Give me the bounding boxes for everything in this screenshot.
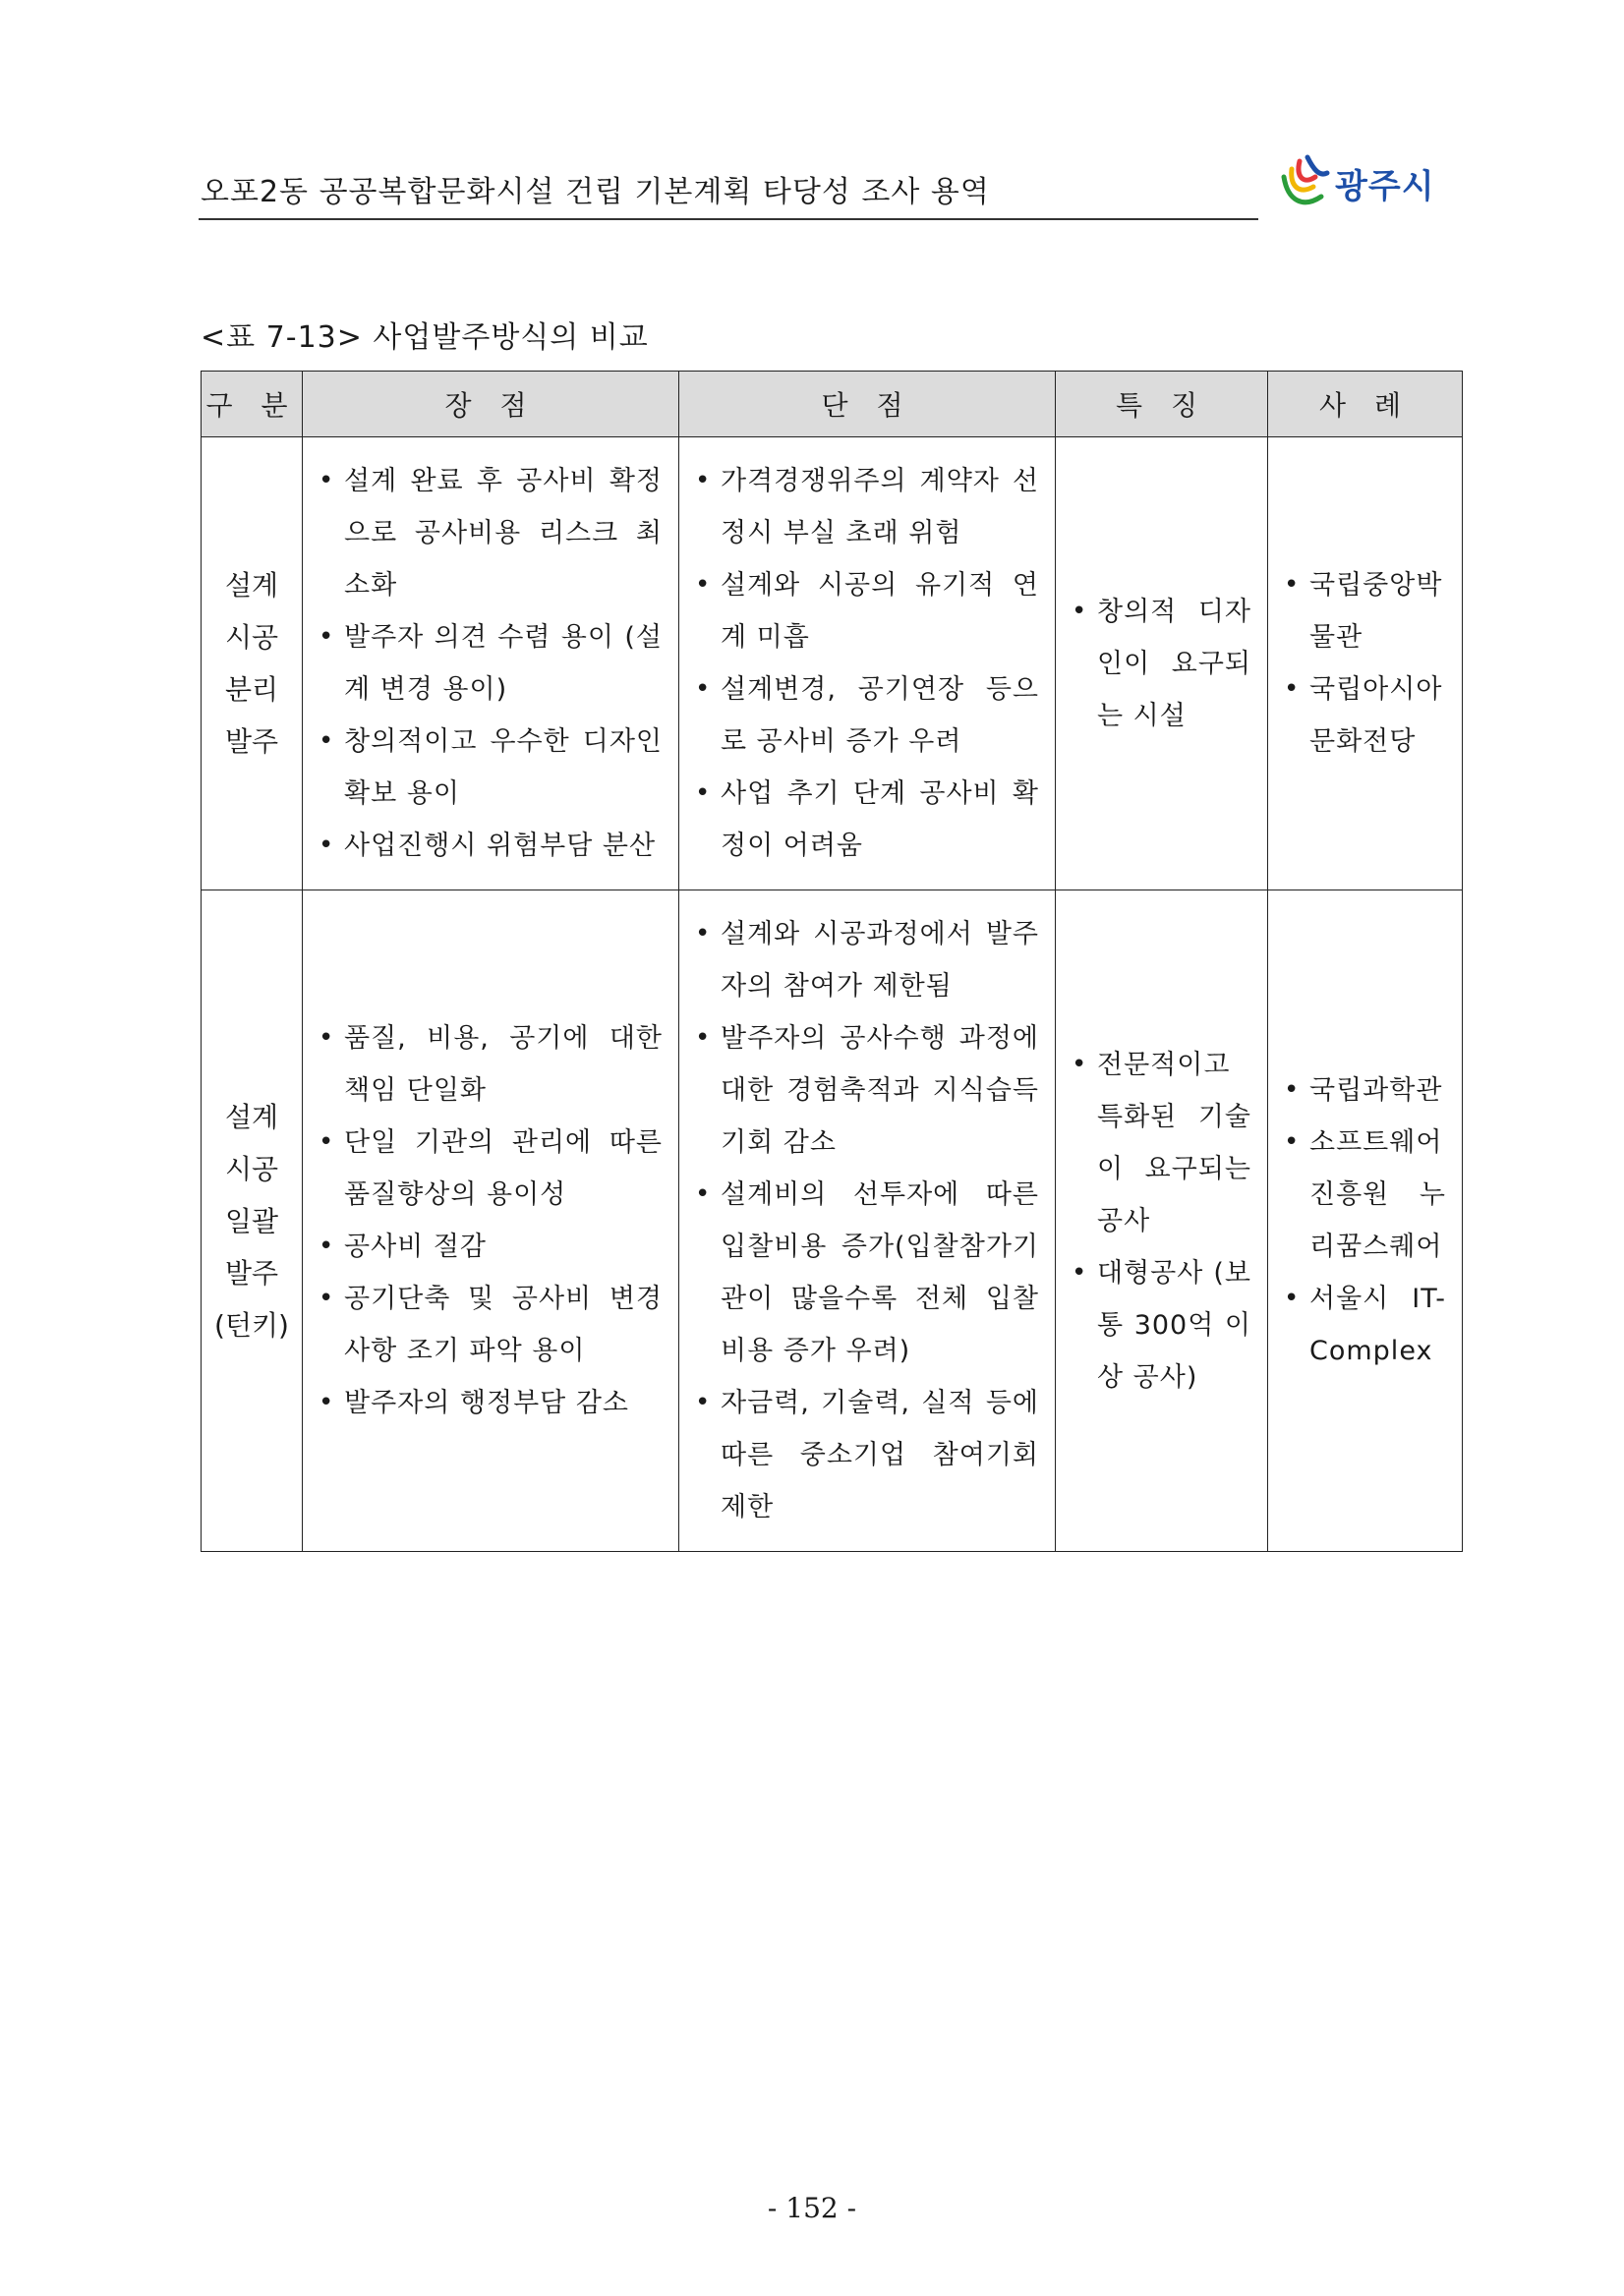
list-item: • 발주자 의견 수렴 용이 (설계 변경 용이): [315, 611, 663, 716]
cell-features: [1056, 890, 1268, 1552]
header-category: 구 분: [202, 372, 303, 437]
cell-cons: [679, 890, 1056, 1552]
table-row: [202, 437, 1463, 890]
list-item: • 가격경쟁위주의 계약자 선정시 부실 초래 위험: [691, 455, 1039, 559]
list-item: • 대형공사 (보통 300억 이상 공사): [1068, 1247, 1251, 1404]
row-category: 설계 시공 분리 발주: [202, 437, 303, 890]
header-cases: 사 례: [1268, 372, 1463, 437]
cases-list: [1280, 1064, 1446, 1377]
header-cons: 단 점: [679, 372, 1056, 437]
list-item: • 설계비의 선투자에 따른 입찰비용 증가(입찰참가기관이 많을수록 전체 입찰비용 증가 우려): [691, 1169, 1039, 1377]
list-item: • 공기단축 및 공사비 변경사항 조기 파악 용이: [315, 1273, 663, 1377]
list-item: • 국립중앙박물관: [1280, 559, 1446, 663]
gwangju-logo: [1274, 147, 1471, 226]
cell-cons: [679, 437, 1056, 890]
list-item: • 발주자의 공사수행 과정에 대한 경험축적과 지식습득 기회 감소: [691, 1012, 1039, 1169]
logo-text: 광주시: [1335, 167, 1435, 206]
pros-list: [315, 455, 663, 872]
cell-features: [1056, 437, 1268, 890]
list-item: • 발주자의 행정부담 감소: [315, 1377, 663, 1429]
features-list: [1068, 586, 1251, 742]
list-item: • 설계 완료 후 공사비 확정으로 공사비용 리스크 최소화: [315, 455, 663, 611]
table-caption: <표 7-13> 사업발주방식의 비교: [201, 320, 649, 355]
list-item: • 소프트웨어진흥원 누리꿈스퀘어: [1280, 1117, 1446, 1273]
cell-pros: [303, 437, 679, 890]
header-divider: [199, 218, 1258, 220]
procurement-comparison-table: [201, 371, 1463, 1552]
list-item: • 사업 추기 단계 공사비 확정이 어려움: [691, 768, 1039, 872]
list-item: • 설계와 시공의 유기적 연계 미흡: [691, 559, 1039, 663]
list-item: • 서울시 IT-Complex: [1280, 1273, 1446, 1377]
list-item: • 창의적이고 우수한 디자인 확보 용이: [315, 716, 663, 820]
cons-list: [691, 908, 1039, 1533]
header-pros: 장 점: [303, 372, 679, 437]
list-item: • 공사비 절감: [315, 1221, 663, 1273]
list-item: • 단일 기관의 관리에 따른 품질향상의 용이성: [315, 1117, 663, 1221]
list-item: • 전문적이고 특화된 기술이 요구되는 공사: [1068, 1039, 1251, 1247]
list-item: • 국립과학관: [1280, 1064, 1446, 1117]
list-item: • 사업진행시 위험부담 분산: [315, 820, 663, 872]
document-header-title: 오포2동 공공복합문화시설 건립 기본계획 타당성 조사 용역: [201, 175, 990, 209]
header-features: 특 징: [1056, 372, 1268, 437]
list-item: • 설계변경, 공기연장 등으로 공사비 증가 우려: [691, 663, 1039, 768]
list-item: • 국립아시아문화전당: [1280, 663, 1446, 768]
list-item: • 품질, 비용, 공기에 대한 책임 단일화: [315, 1012, 663, 1117]
pros-list: [315, 1012, 663, 1429]
table-row: [202, 890, 1463, 1552]
cell-cases: [1268, 437, 1463, 890]
list-item: • 설계와 시공과정에서 발주자의 참여가 제한됨: [691, 908, 1039, 1012]
list-item: • 자금력, 기술력, 실적 등에 따른 중소기업 참여기회 제한: [691, 1377, 1039, 1533]
list-item: • 창의적 디자인이 요구되는 시설: [1068, 586, 1251, 742]
cases-list: [1280, 559, 1446, 768]
cell-pros: [303, 890, 679, 1552]
gwangju-emblem-icon: [1274, 147, 1333, 226]
cons-list: [691, 455, 1039, 872]
table-header-row: [202, 372, 1463, 437]
page-number: - 152 -: [767, 2192, 857, 2224]
features-list: [1068, 1039, 1251, 1404]
row-category: 설계 시공 일괄 발주 (턴키): [202, 890, 303, 1552]
cell-cases: [1268, 890, 1463, 1552]
